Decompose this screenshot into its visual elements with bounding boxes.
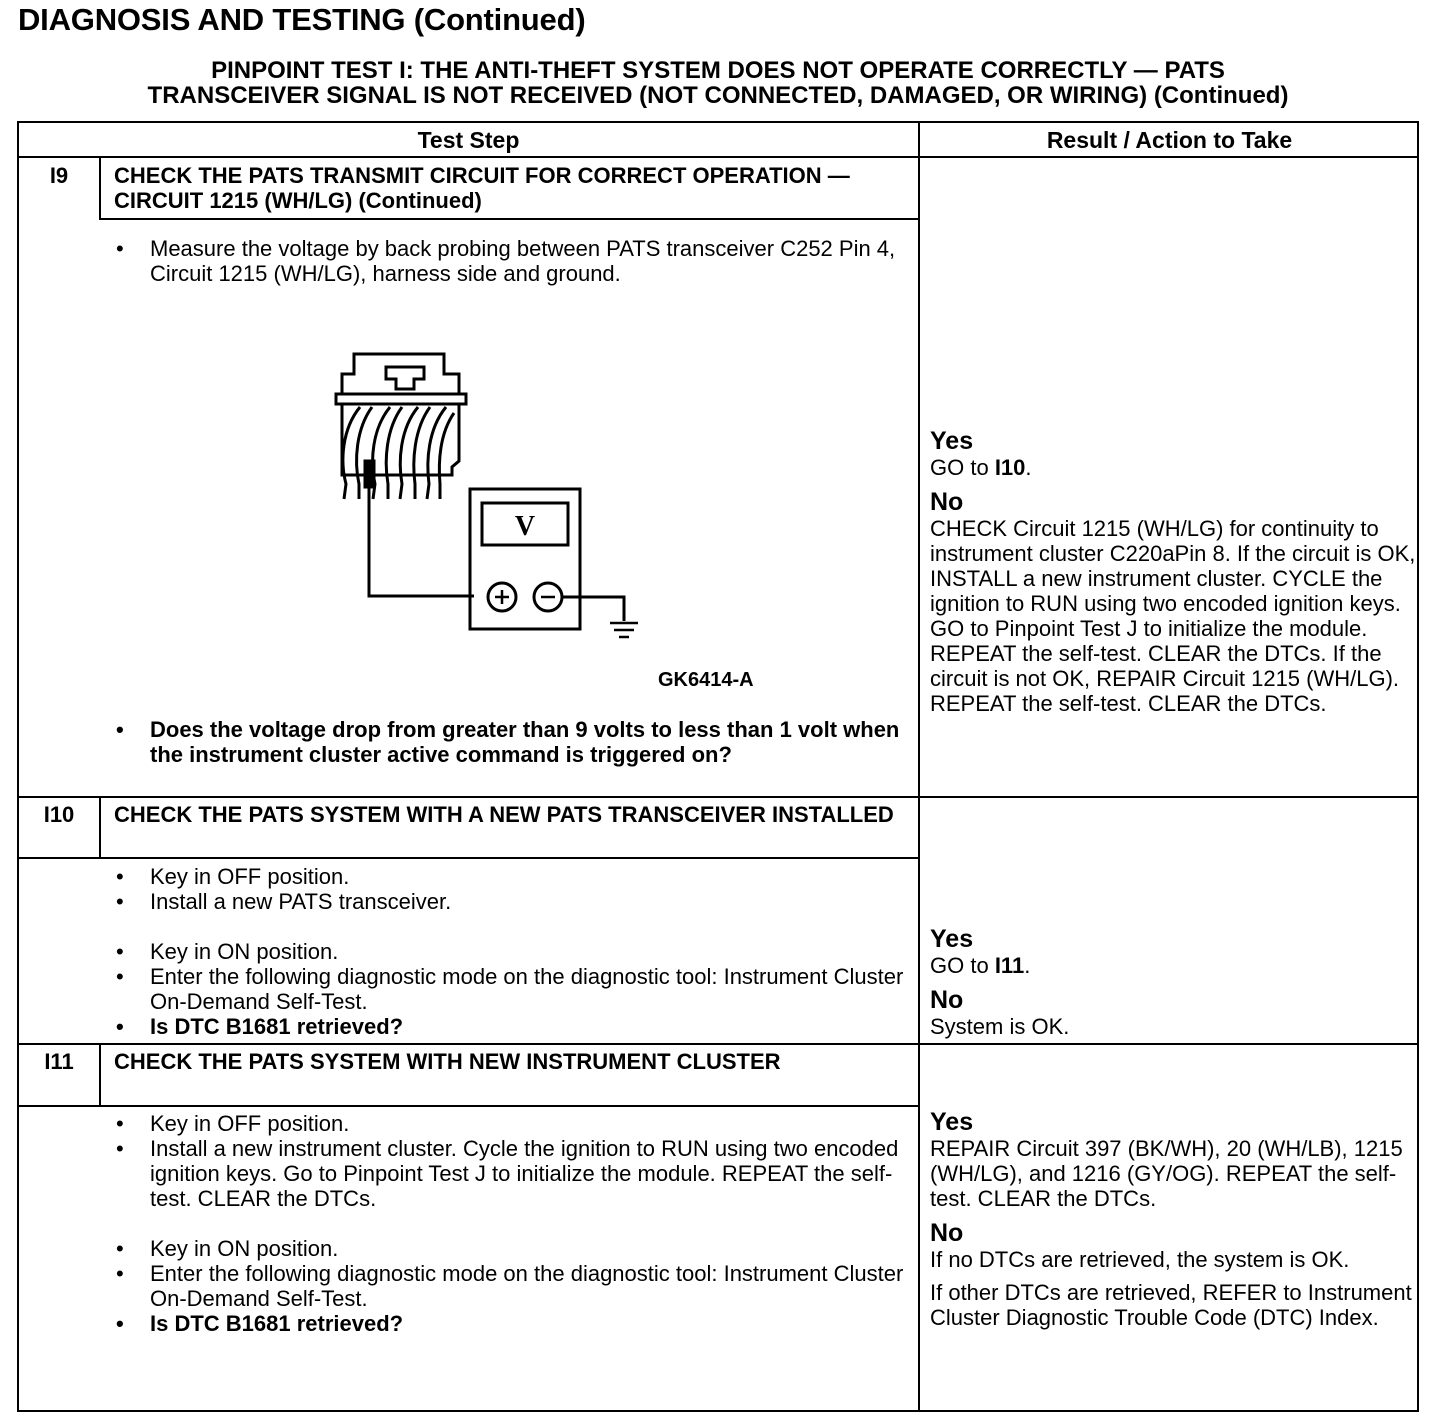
- step-title-divider: [19, 1105, 918, 1107]
- step-title-divider: [99, 218, 918, 220]
- page-title: DIAGNOSIS AND TESTING (Continued): [18, 2, 586, 37]
- step-number: I11: [44, 1049, 74, 1074]
- pinpoint-heading-line-1: PINPOINT TEST I: THE ANTI-THEFT SYSTEM DOES NOT OPERATE CORRECTLY — PATS: [211, 57, 1225, 84]
- step-title: CHECK THE PATS TRANSMIT CIRCUIT FOR CORRECT OPERATION — CIRCUIT 1215 (WH/LG) (Continued): [114, 163, 850, 213]
- test-table: [17, 121, 1419, 1412]
- instruction-item: • Key in OFF position.: [114, 1111, 904, 1136]
- probe-tip: [365, 461, 374, 487]
- no-label: No: [930, 488, 964, 516]
- step-number-divider: [99, 798, 101, 857]
- yes-action: GO to I10.: [930, 455, 1032, 480]
- no-action: If no DTCs are retrieved, the system is OK.: [930, 1247, 1350, 1272]
- header-divider: [19, 156, 1417, 158]
- step-number-divider: [99, 158, 101, 218]
- step-instructions: [114, 236, 904, 286]
- row-divider: [19, 796, 1417, 798]
- pinpoint-test-heading: [18, 58, 1418, 108]
- step-number: I10: [43, 802, 75, 827]
- question-item: • Is DTC B1681 retrieved?: [114, 1311, 904, 1336]
- step-result: [930, 427, 1420, 716]
- instruction-item: • Measure the voltage by back probing between PATS transceiver C252 Pin 4, Circuit 1215 (WH/LG), harness side and ground.: [114, 236, 904, 286]
- instruction-item: • Key in ON position.: [114, 939, 904, 964]
- instruction-item: • Install a new PATS transceiver.: [114, 889, 904, 914]
- no-action: CHECK Circuit 1215 (WH/LG) for continuity to instrument cluster C220aPin 8. If the circuit is OK, INSTALL a new instrument cluster. CYCLE the ignition to RUN using two encoded ignition keys. GO to Pinpoint Test J to initialize the module. REPEAT the self-test. CLEAR the DTCs. If the circuit is not OK, REPAIR Circuit 1215 (WH/LG). REPEAT the self-test. CLEAR the DTCs.: [930, 516, 1416, 716]
- step-title: CHECK THE PATS SYSTEM WITH A NEW PATS TRANSCEIVER INSTALLED: [114, 802, 894, 827]
- instruction-item: • Enter the following diagnostic mode on the diagnostic tool: Instrument Cluster On-Demand Self-Test.: [114, 1261, 904, 1311]
- meter-symbol: V: [514, 511, 536, 542]
- question-item: • Does the voltage drop from greater than 9 volts to less than 1 volt when the instrument cluster active command is triggered on?: [114, 717, 904, 767]
- no-label: No: [930, 1219, 964, 1247]
- voltmeter-diagram: [314, 349, 644, 649]
- pinpoint-heading-line-2: TRANSCEIVER SIGNAL IS NOT RECEIVED (NOT CONNECTED, DAMAGED, OR WIRING) (Continued): [147, 82, 1289, 109]
- step-instructions: [114, 864, 904, 1039]
- instruction-item: • Install a new instrument cluster. Cycle the ignition to RUN using two encoded ignition keys. Go to Pinpoint Test J to initialize the module. REPEAT the self-test. CLEAR the DTCs.: [114, 1136, 904, 1211]
- yes-label: Yes: [930, 925, 974, 953]
- step-number: I9: [49, 163, 69, 188]
- instruction-item: • Enter the following diagnostic mode on the diagnostic tool: Instrument Cluster On-Demand Self-Test.: [114, 964, 904, 1014]
- header-test-step: Test Step: [417, 127, 520, 153]
- step-number-divider: [99, 1045, 101, 1105]
- row-divider: [19, 1043, 1417, 1045]
- step-instructions: [114, 1111, 904, 1336]
- step-result: [930, 1108, 1420, 1330]
- step-question: [114, 717, 904, 767]
- step-title-divider: [19, 857, 918, 859]
- column-divider: [918, 123, 920, 1410]
- figure-label: GK6414-A: [658, 669, 754, 691]
- instruction-item: • Key in ON position.: [114, 1236, 904, 1261]
- header-result-action: Result / Action to Take: [1046, 127, 1293, 153]
- no-action-other: If other DTCs are retrieved, REFER to Instrument Cluster Diagnostic Trouble Code (DTC) Index.: [930, 1280, 1412, 1330]
- yes-action: GO to I11.: [930, 953, 1031, 978]
- step-title: CHECK THE PATS SYSTEM WITH NEW INSTRUMENT CLUSTER: [114, 1049, 781, 1074]
- no-label: No: [930, 986, 964, 1014]
- no-action: System is OK.: [930, 1014, 1070, 1039]
- question-item: • Is DTC B1681 retrieved?: [114, 1014, 904, 1039]
- yes-action: REPAIR Circuit 397 (BK/WH), 20 (WH/LB), 1215 (WH/LG), and 1216 (GY/OG). REPEAT the self-test. CLEAR the DTCs.: [930, 1136, 1403, 1211]
- step-result: [930, 925, 1420, 1039]
- instruction-item: • Key in OFF position.: [114, 864, 904, 889]
- yes-label: Yes: [930, 1108, 974, 1136]
- yes-label: Yes: [930, 427, 974, 455]
